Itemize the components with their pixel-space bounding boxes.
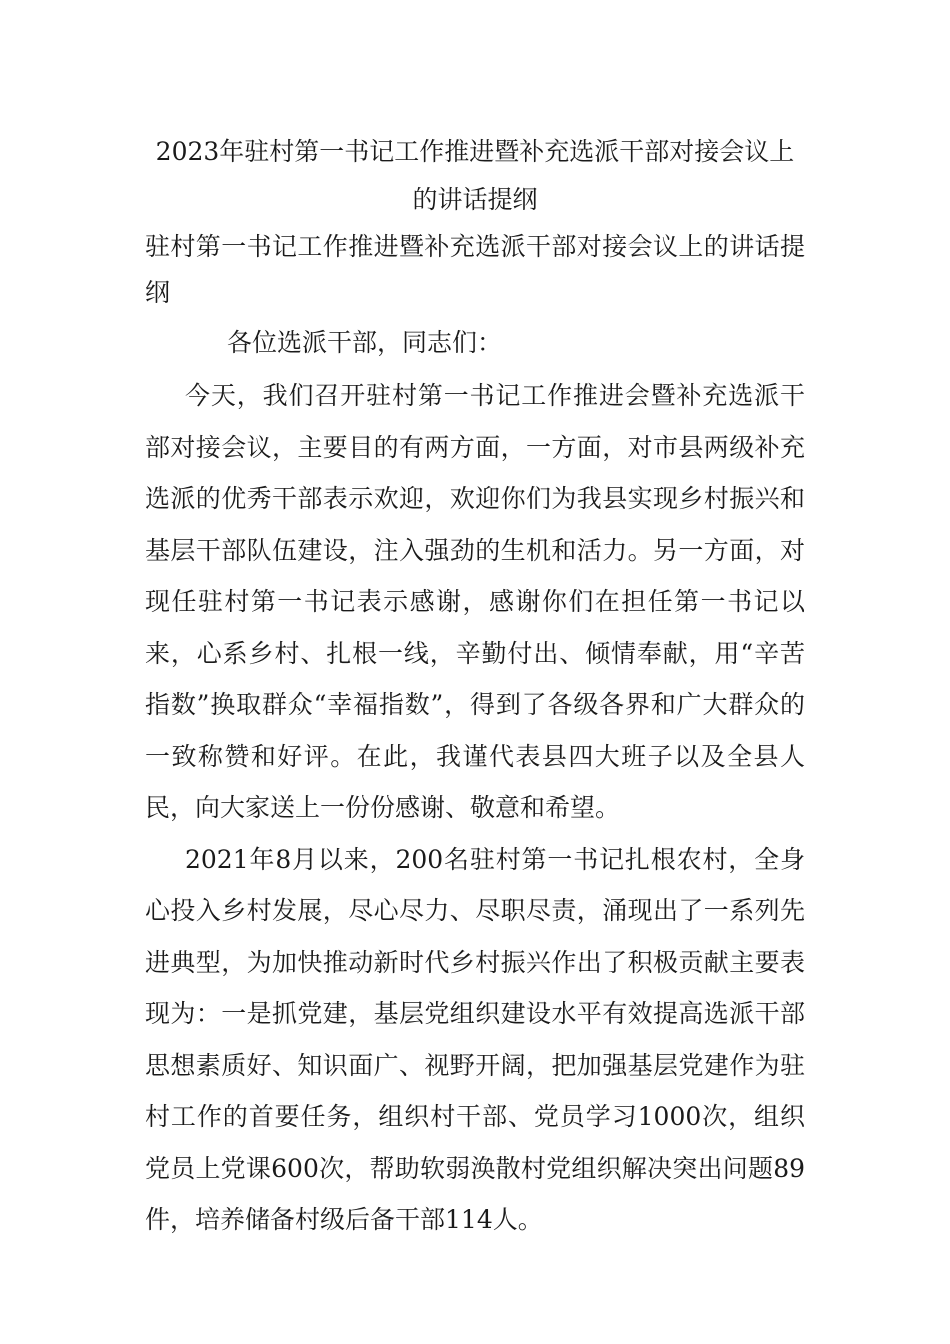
document-subtitle: 驻村第一书记工作推进暨补充选派干部对接会议上的讲话提纲 [145,232,805,307]
document-page [145,128,805,1246]
salutation: 各位选派干部，同志们： [227,328,503,357]
body-paragraph-1: 今天，我们召开驻村第一书记工作推进会暨补充选派干部对接会议，主要目的有两方面，一方面，对市县两级补充选派的优秀干部表示欢迎，欢迎你们为我县实现乡村振兴和基层干部队伍建设，注入强劲的生机和活力。另一方面，对现任驻村第一书记表示感谢，感谢你们在担任第一书记以来，心系乡村、扎根一线，辛勤付出、倾情奉献，用“辛苦指数”换取群众“幸福指数”，得到了各级各界和广大群众的一致称赞和好评。在此，我谨代表县四大班子以及全县人民，向大家送上一份份感谢、敬意和希望。 [145,381,805,822]
document-title: 2023年驻村第一书记工作推进暨补充选派干部对接会议上的讲话提纲 [155,137,795,214]
body-paragraph-2: 2021年8月以来，200名驻村第一书记扎根农村，全身心投入乡村发展，尽心尽力、尽职尽责，涌现出了一系列先进典型，为加快推动新时代乡村振兴作出了积极贡献主要表现为：一是抓党建，基层党组织建设水平有效提高选派干部思想素质好、知识面广、视野开阔，把加强基层党建作为驻村工作的首要任务，组织村干部、党员学习1000次，组织党员上党课600次，帮助软弱涣散村党组织解决突出问题89件，培养储备村级后备干部114人。 [145,844,805,1234]
